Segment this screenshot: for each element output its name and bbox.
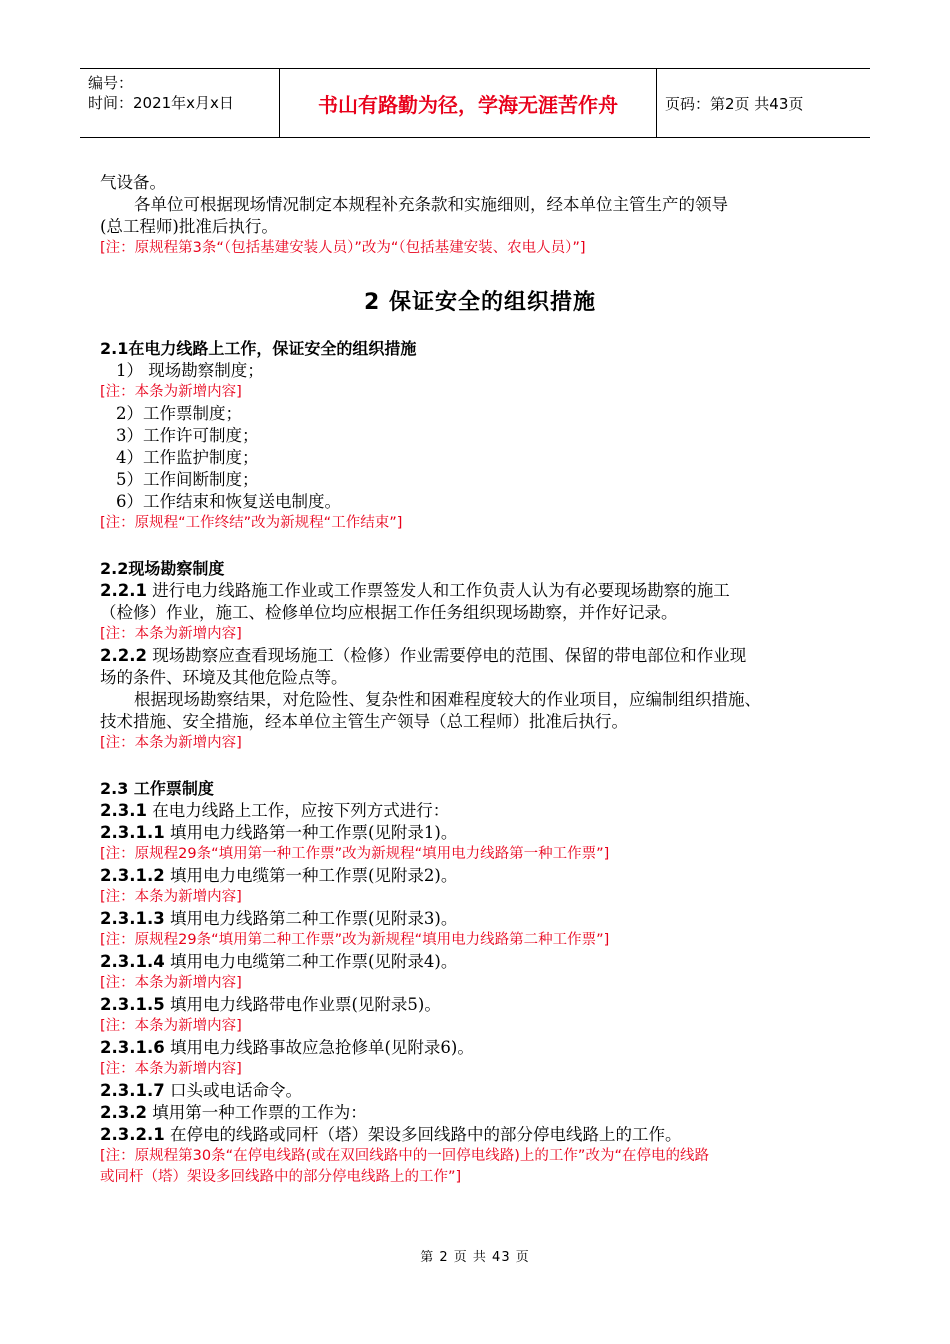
section-heading: 2.1在电力线路上工作，保证安全的组织措施 bbox=[100, 339, 417, 358]
clause-text: 在停电的线路或同杆（塔）架设多回线路中的部分停电线路上的工作。 bbox=[164, 1125, 682, 1144]
paragraph bbox=[100, 951, 860, 973]
clause-number: 2.3.1.1 bbox=[100, 823, 165, 842]
chapter-title: 2 保证安全的组织措施 bbox=[364, 290, 596, 315]
list-item: 3）工作许可制度； bbox=[116, 426, 259, 445]
revision-note: [注：本条为新增内容] bbox=[100, 889, 242, 905]
paragraph: （检修）作业，施工、检修单位均应根据工作任务组织现场勘察，并作好记录。 bbox=[100, 603, 678, 622]
clause-number: 2.3.1.7 bbox=[100, 1081, 165, 1100]
paragraph bbox=[100, 580, 860, 602]
clause-text: 填用电力线路带电作业票(见附录5)。 bbox=[164, 995, 441, 1014]
revision-note: [注：本条为新增内容] bbox=[100, 384, 242, 400]
paragraph: (总工程师)批准后执行。 bbox=[100, 217, 278, 236]
paragraph bbox=[100, 865, 860, 887]
clause-number: 2.2.2 bbox=[100, 646, 147, 665]
revision-note: [注：原规程“工作终结”改为新规程“工作结束”] bbox=[100, 515, 403, 531]
document-body bbox=[100, 172, 860, 1188]
paragraph: 各单位可根据现场情况制定本规程补充条款和实施细则，经本单位主管生产的领导 bbox=[134, 195, 728, 214]
page-footer: 第 2 页 共 43 页 bbox=[420, 1250, 530, 1265]
revision-note: [注：原规程29条“填用第一种工作票”改为新规程“填用电力线路第一种工作票”] bbox=[100, 846, 610, 862]
revision-note: [注：本条为新增内容] bbox=[100, 1018, 242, 1034]
paragraph bbox=[100, 994, 860, 1016]
clause-number: 2.2.1 bbox=[100, 581, 147, 600]
paragraph: 根据现场勘察结果，对危险性、复杂性和困难程度较大的作业项目，应编制组织措施、 bbox=[134, 690, 761, 709]
clause-number: 2.3.1.5 bbox=[100, 995, 165, 1014]
clause-number: 2.3.1.2 bbox=[100, 866, 165, 885]
paragraph bbox=[100, 1102, 860, 1124]
clause-text: 现场勘察应查看现场施工（检修）作业需要停电的范围、保留的带电部位和作业现 bbox=[146, 646, 747, 665]
clause-text: 填用第一种工作票的工作为： bbox=[146, 1103, 367, 1122]
revision-note: [注：原规程第30条“在停电线路(或在双回线路中的一回停电线路)上的工作”改为“在停电的线路 bbox=[100, 1148, 709, 1164]
clause-text: 进行电力线路施工作业或工作票签发人和工作负责人认为有必要现场勘察的施工 bbox=[146, 581, 730, 600]
revision-note: [注：本条为新增内容] bbox=[100, 626, 242, 642]
clause-number: 2.3.1 bbox=[100, 801, 147, 820]
clause-number: 2.3.1.6 bbox=[100, 1038, 165, 1057]
clause-number: 2.3.2.1 bbox=[100, 1125, 165, 1144]
paragraph bbox=[100, 1037, 860, 1059]
clause-text: 填用电力线路第二种工作票(见附录3)。 bbox=[164, 909, 458, 928]
clause-number: 2.3.1.4 bbox=[100, 952, 165, 971]
revision-note: [注：本条为新增内容] bbox=[100, 1061, 242, 1077]
paragraph: 技术措施、安全措施，经本单位主管生产领导（总工程师）批准后执行。 bbox=[100, 712, 628, 731]
clause-number: 2.3.2 bbox=[100, 1103, 147, 1122]
section-heading: 2.2现场勘察制度 bbox=[100, 559, 225, 578]
clause-number: 2.3.1.3 bbox=[100, 909, 165, 928]
section-heading: 2.3 工作票制度 bbox=[100, 779, 214, 798]
paragraph: 气设备。 bbox=[100, 173, 166, 192]
paragraph bbox=[100, 1080, 860, 1102]
paragraph bbox=[100, 800, 860, 822]
list-item: 6）工作结束和恢复送电制度。 bbox=[116, 492, 341, 511]
page-header bbox=[80, 68, 870, 138]
clause-text: 填用电力电缆第二种工作票(见附录4)。 bbox=[164, 952, 458, 971]
clause-text: 填用电力线路事故应急抢修单(见附录6)。 bbox=[164, 1038, 474, 1057]
paragraph bbox=[100, 1124, 860, 1146]
header-page-info: 页码：第2页 共43页 bbox=[665, 94, 804, 113]
clause-text: 口头或电话命令。 bbox=[164, 1081, 302, 1100]
doc-number-label: 编号： bbox=[88, 74, 134, 92]
revision-note: [注：本条为新增内容] bbox=[100, 735, 242, 751]
header-motto: 书山有路勤为径，学海无涯苦作舟 bbox=[280, 69, 657, 137]
revision-note: [注：本条为新增内容] bbox=[100, 975, 242, 991]
revision-note: 或同杆（塔）架设多回线路中的部分停电线路上的工作”] bbox=[100, 1169, 462, 1185]
list-item: 1） 现场勘察制度； bbox=[116, 361, 264, 380]
clause-text: 填用电力电缆第一种工作票(见附录2)。 bbox=[164, 866, 458, 885]
revision-note: [注：原规程29条“填用第二种工作票”改为新规程“填用电力线路第二种工作票”] bbox=[100, 932, 610, 948]
list-item: 4）工作监护制度； bbox=[116, 448, 259, 467]
paragraph: 场的条件、环境及其他危险点等。 bbox=[100, 668, 348, 687]
paragraph bbox=[100, 908, 860, 930]
list-item: 5）工作间断制度； bbox=[116, 470, 259, 489]
header-meta bbox=[80, 69, 280, 137]
paragraph bbox=[100, 822, 860, 844]
revision-note: [注：原规程第3条“（包括基建安装人员）”改为“（包括基建安装、农电人员）”] bbox=[100, 240, 586, 256]
clause-text: 在电力线路上工作，应按下列方式进行： bbox=[146, 801, 450, 820]
list-item: 2）工作票制度； bbox=[116, 404, 242, 423]
doc-time-label: 时间：2021年x月x日 bbox=[88, 94, 234, 112]
paragraph bbox=[100, 645, 860, 667]
clause-text: 填用电力线路第一种工作票(见附录1)。 bbox=[164, 823, 458, 842]
